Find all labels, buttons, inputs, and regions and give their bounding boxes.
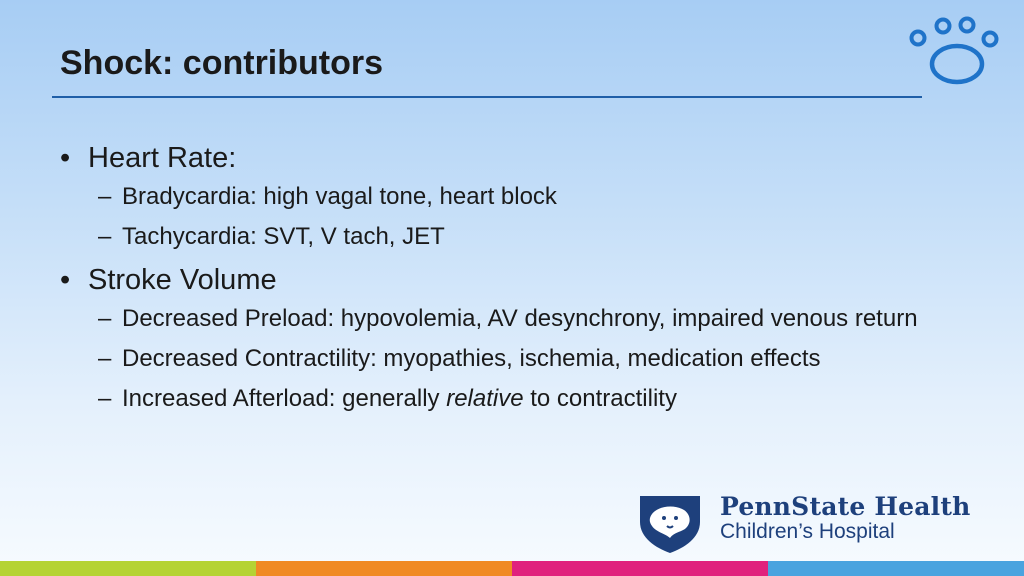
bullet-marker: •: [60, 264, 71, 296]
sub-bullet-contractility: [60, 342, 1000, 375]
title-underline: [52, 96, 922, 98]
stripe-magenta: [512, 561, 768, 576]
sub-bullet-text-suffix: to contractility: [523, 385, 677, 412]
sub-bullet-text: Decreased Contractility: myopathies, ischemia, medication effects: [122, 345, 821, 372]
dash-marker: –: [98, 385, 112, 412]
bullet-marker: •: [60, 142, 71, 174]
dash-marker: –: [98, 305, 112, 332]
stripe-blue: [768, 561, 1024, 576]
sub-bullet-text: Tachycardia: SVT, V tach, JET: [122, 223, 445, 250]
bullet-heart-rate: [60, 138, 1000, 178]
nittany-lion-shield-icon: [634, 492, 706, 554]
stripe-orange: [256, 561, 512, 576]
sub-bullet-bradycardia: [60, 180, 1000, 213]
dash-marker: –: [98, 223, 112, 250]
bullet-text: Heart Rate:: [88, 142, 237, 174]
sub-bullet-tachycardia: [60, 220, 1000, 253]
slide-title: Shock: contributors: [60, 44, 384, 82]
sub-bullet-afterload: [60, 382, 1000, 415]
paw-print-icon: [906, 14, 1002, 86]
sub-bullet-text: Bradycardia: high vagal tone, heart block: [122, 183, 557, 210]
sub-bullet-text: Decreased Preload: hypovolemia, AV desynchrony, impaired venous return: [122, 305, 918, 332]
logo-subtitle: Children’s Hospital: [720, 520, 895, 543]
dash-marker: –: [98, 183, 112, 210]
footer-color-stripes: [0, 561, 1024, 576]
sub-bullet-preload: [60, 302, 1000, 335]
bullet-stroke-volume: [60, 260, 1000, 300]
logo-title: PennState Health: [720, 492, 971, 521]
slide-body: [60, 138, 1000, 422]
pennstate-health-logo: [634, 490, 1004, 556]
dash-marker: –: [98, 345, 112, 372]
sub-bullet-text-prefix: Increased Afterload: generally: [122, 385, 447, 412]
sub-bullet-emphasis: relative: [446, 385, 524, 412]
stripe-green: [0, 561, 256, 576]
bullet-text: Stroke Volume: [88, 264, 277, 296]
